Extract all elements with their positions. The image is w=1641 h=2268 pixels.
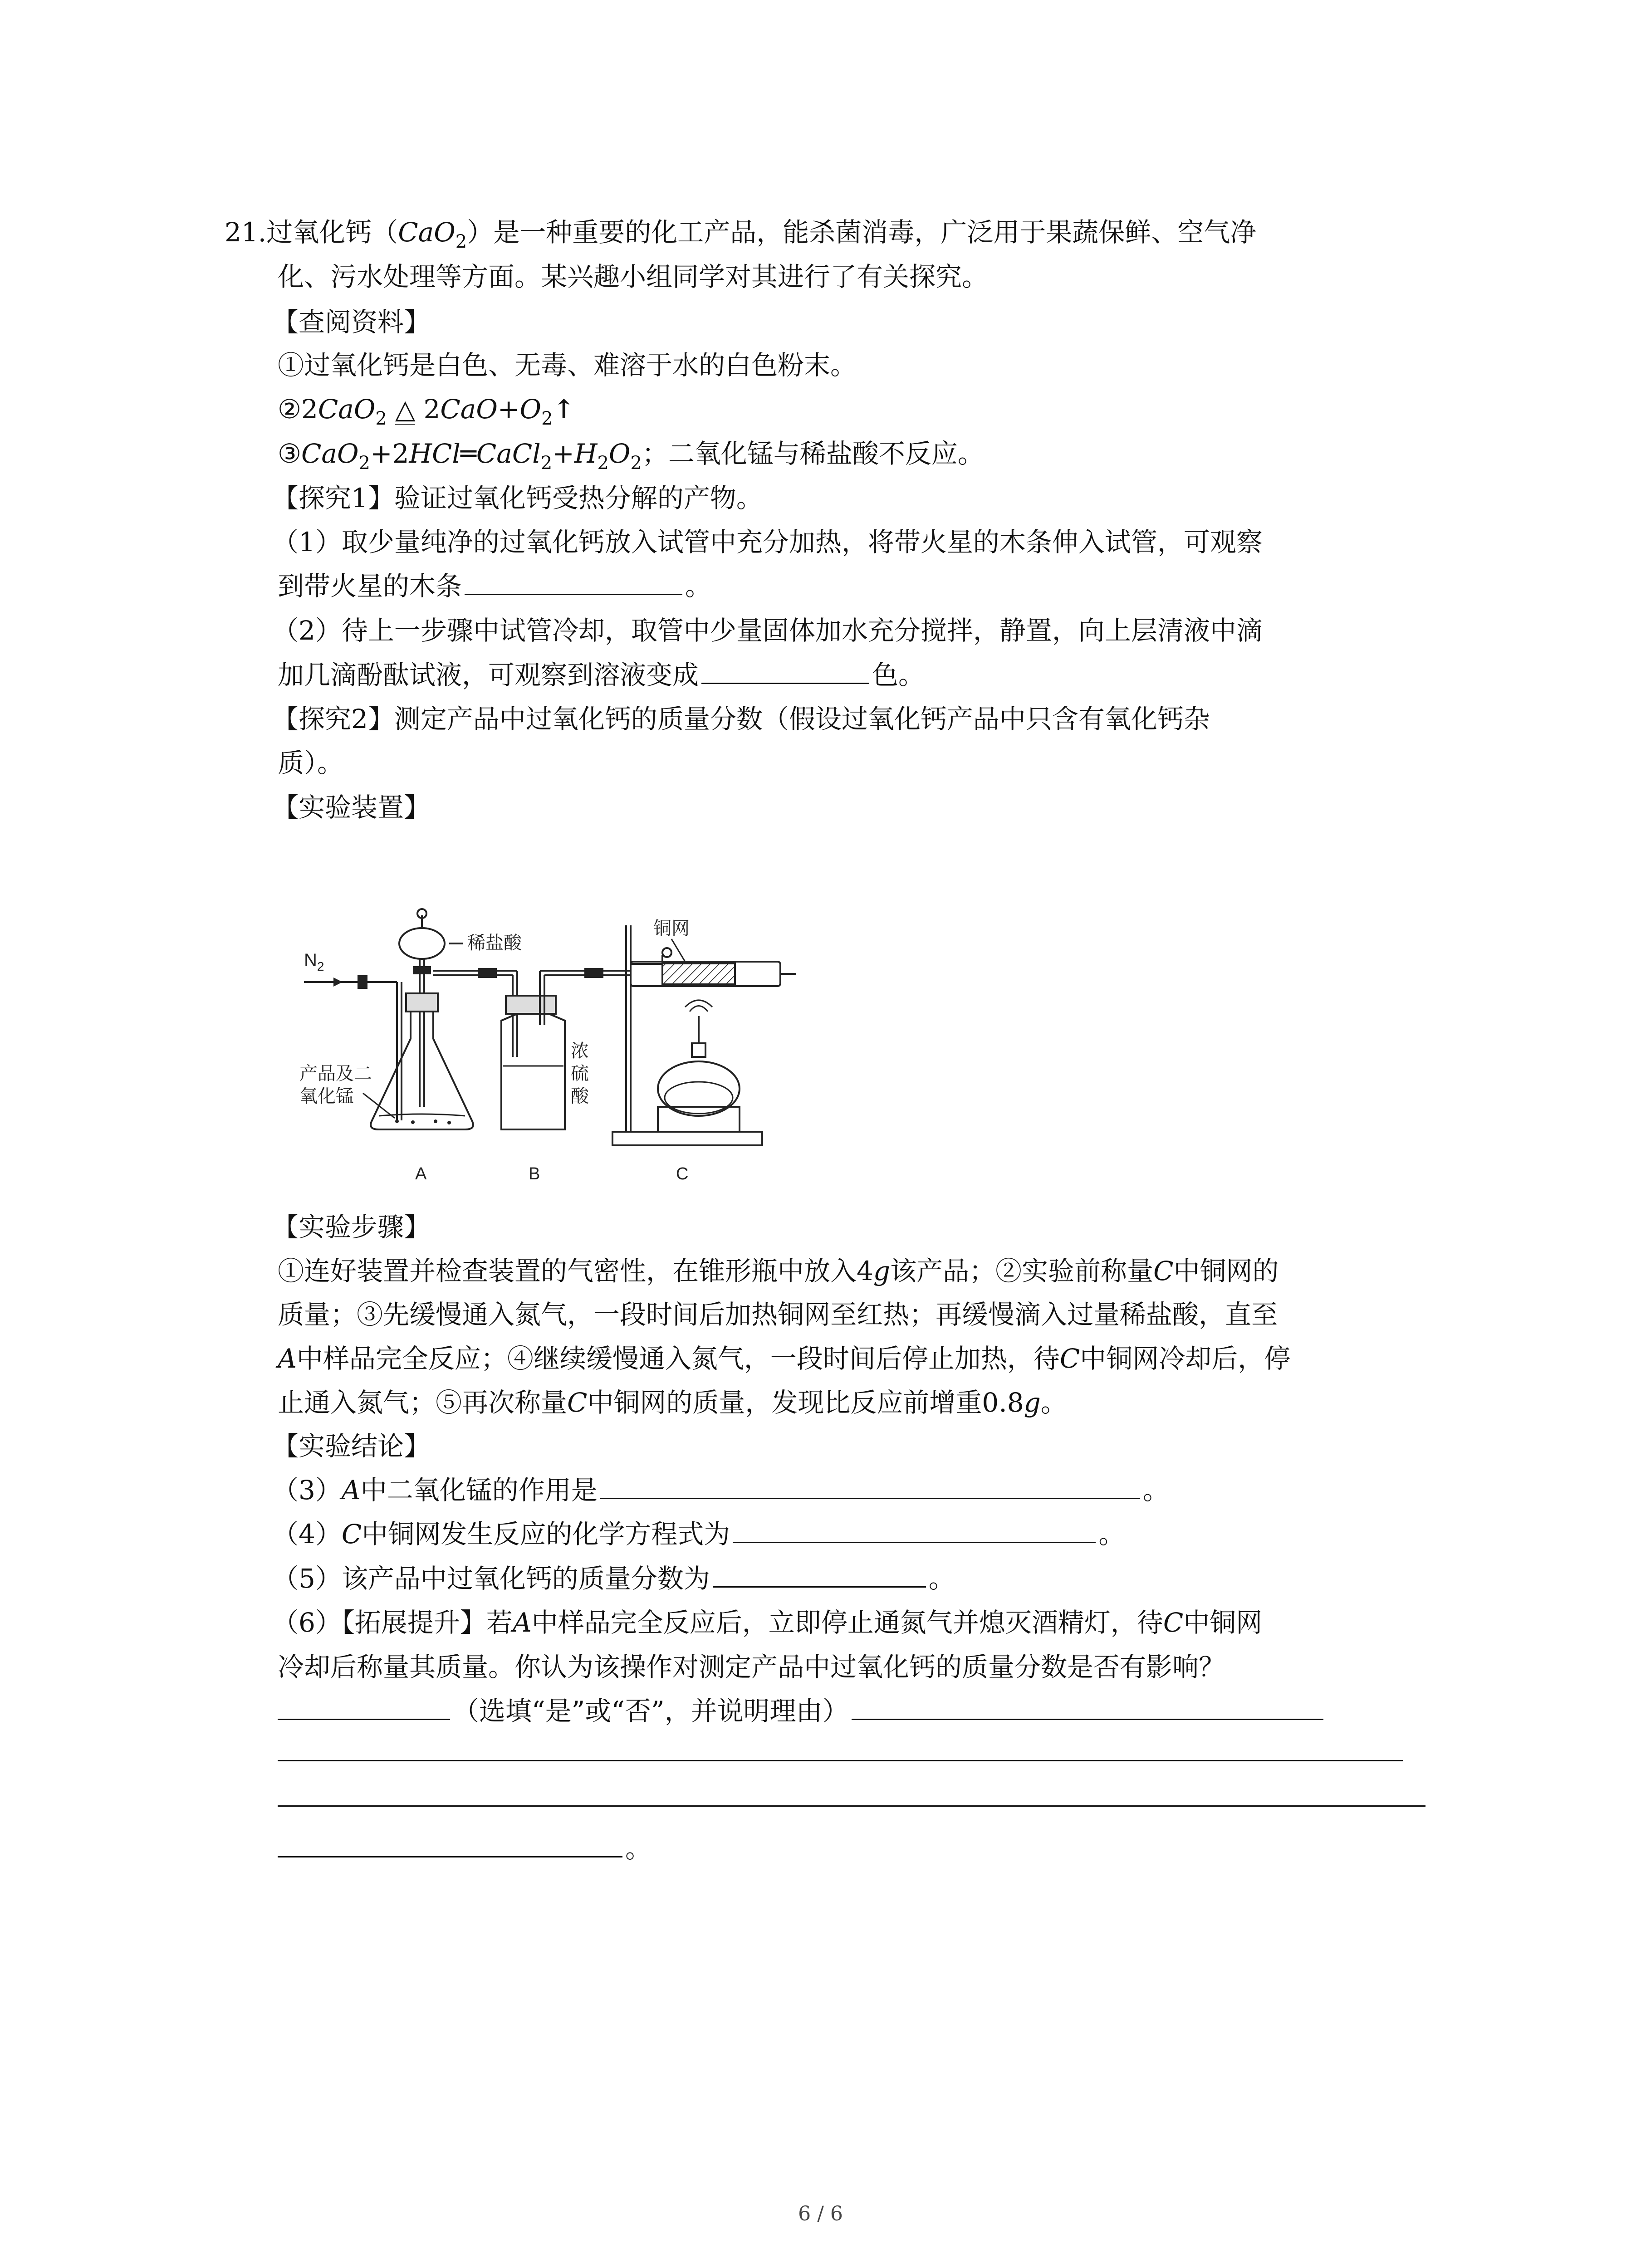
gas-arrow: ↑ [553, 394, 575, 425]
steps-line-2: 质量；③先缓慢通入氮气，一段时间后加热铜网至红热；再缓慢滴入过量稀盐酸，直至 [278, 1299, 1278, 1330]
materials-heading: 【查阅资料】 [272, 307, 431, 337]
answer-blank-q5[interactable] [713, 1561, 926, 1588]
copper-mesh-label: 铜网 [653, 919, 690, 938]
materials-item-1: ①过氧化钙是白色、无毒、难溶于水的白色粉末。 [278, 350, 857, 381]
q6-line-3: （选填“是”或“否”，并说明理由） [278, 1693, 1326, 1729]
answer-blank-q6-end[interactable] [278, 1831, 622, 1857]
intro-text-1: 过氧化钙（ [266, 217, 398, 248]
q6-line-end: 。 [278, 1830, 652, 1867]
q6-line-2: 冷却后称量其质量。你认为该操作对测定产品中过氧化钙的质量分数是否有影响？ [278, 1652, 1225, 1682]
h2so4-label-3: 酸 [571, 1086, 589, 1106]
heat-condition: △ [395, 394, 416, 425]
h2so4-label-1: 浓 [571, 1041, 589, 1061]
product-label-2: 氧化锰 [299, 1086, 354, 1106]
intro-line-2: 化、污水处理等方面。某兴趣小组同学对其进行了有关探究。 [278, 261, 989, 292]
steps-heading: 【实验步骤】 [272, 1212, 431, 1242]
q2-line-1: （2）待上一步骤中试管冷却，取管中少量固体加水充分搅拌，静置，向上层清液中滴 [272, 615, 1263, 646]
label-a: A [415, 1164, 427, 1183]
explore2-heading-1: 【探究2】测定产品中过氧化钙的质量分数（假设过氧化钙产品中只含有氧化钙杂 [272, 704, 1210, 734]
intro-formula: CaO [398, 217, 456, 248]
product-label-1: 产品及二 [299, 1064, 372, 1084]
answer-blank-q6-reason[interactable] [852, 1693, 1323, 1720]
explore2-heading-2: 质）。 [278, 748, 344, 778]
q4-line: （4）C中铜网发生反应的化学方程式为 。 [272, 1516, 1125, 1552]
apparatus-diagram [299, 907, 798, 1188]
q3-line: （3）A中二氧化锰的作用是 。 [272, 1472, 1169, 1508]
explore1-heading: 【探究1】验证过氧化钙受热分解的产物。 [272, 483, 763, 513]
answer-blank-q6-choice[interactable] [278, 1693, 450, 1720]
q1-line-2: 到带火星的木条 。 [278, 568, 711, 604]
apparatus-heading: 【实验装置】 [272, 792, 431, 823]
page-number: 6 / 6 [798, 2202, 843, 2225]
steps-line-4: 止通入氮气；⑤再次称量C中铜网的质量，发现比反应前增重0.8g。 [278, 1387, 1067, 1418]
q5-line: （5）该产品中过氧化钙的质量分数为 。 [272, 1560, 955, 1597]
h2so4-label-2: 硫 [571, 1064, 589, 1084]
materials-item-3: $③CaO_2+2HCl═CaCl_2+H_2O_2$；二氧化锰与稀盐酸不反应。 [278, 438, 984, 474]
label-b: B [529, 1164, 540, 1183]
q1-line-1: （1）取少量纯净的过氧化钙放入试管中充分加热，将带火星的木条伸入试管，可观察 [272, 527, 1263, 557]
q2-line-2: 加几滴酚酞试液，可观察到溶液变成 色。 [278, 657, 925, 693]
materials-item-2: ②2CaO$_2$ △ $2CaO+O_2↑$ [278, 394, 575, 429]
question-number-line [225, 214, 1256, 250]
steps-line-1: ①连好装置并检查装置的气密性，在锥形瓶中放入4g该产品；②实验前称量C中铜网的 [278, 1256, 1279, 1286]
answer-blank-q3[interactable] [600, 1472, 1140, 1499]
answer-blank-q1[interactable] [465, 568, 682, 595]
steps-line-3: A中样品完全反应；④继续缓慢通入氮气，一段时间后停止加热，待C中铜网冷却后，停 [278, 1343, 1291, 1374]
intro-text-2: ）是一种重要的化工产品，能杀菌消毒，广泛用于果蔬保鲜、空气净 [467, 217, 1257, 248]
q6-line-1: （6）【拓展提升】若A中样品完全反应后，立即停止通氮气并熄灭酒精灯，待C中铜网 [272, 1607, 1263, 1638]
label-c: C [676, 1164, 689, 1183]
conclusion-heading: 【实验结论】 [272, 1431, 431, 1461]
acid-label: 稀盐酸 [467, 933, 522, 953]
intro-formula-sub: 2 [455, 231, 467, 252]
question-number: 21. [225, 217, 267, 248]
n2-label: $N_2$ [304, 950, 324, 973]
answer-blank-q2[interactable] [701, 657, 869, 684]
answer-line-q6-2[interactable] [278, 1760, 1403, 1761]
answer-blank-q4[interactable] [733, 1516, 1096, 1543]
answer-line-q6-3[interactable] [278, 1805, 1425, 1807]
